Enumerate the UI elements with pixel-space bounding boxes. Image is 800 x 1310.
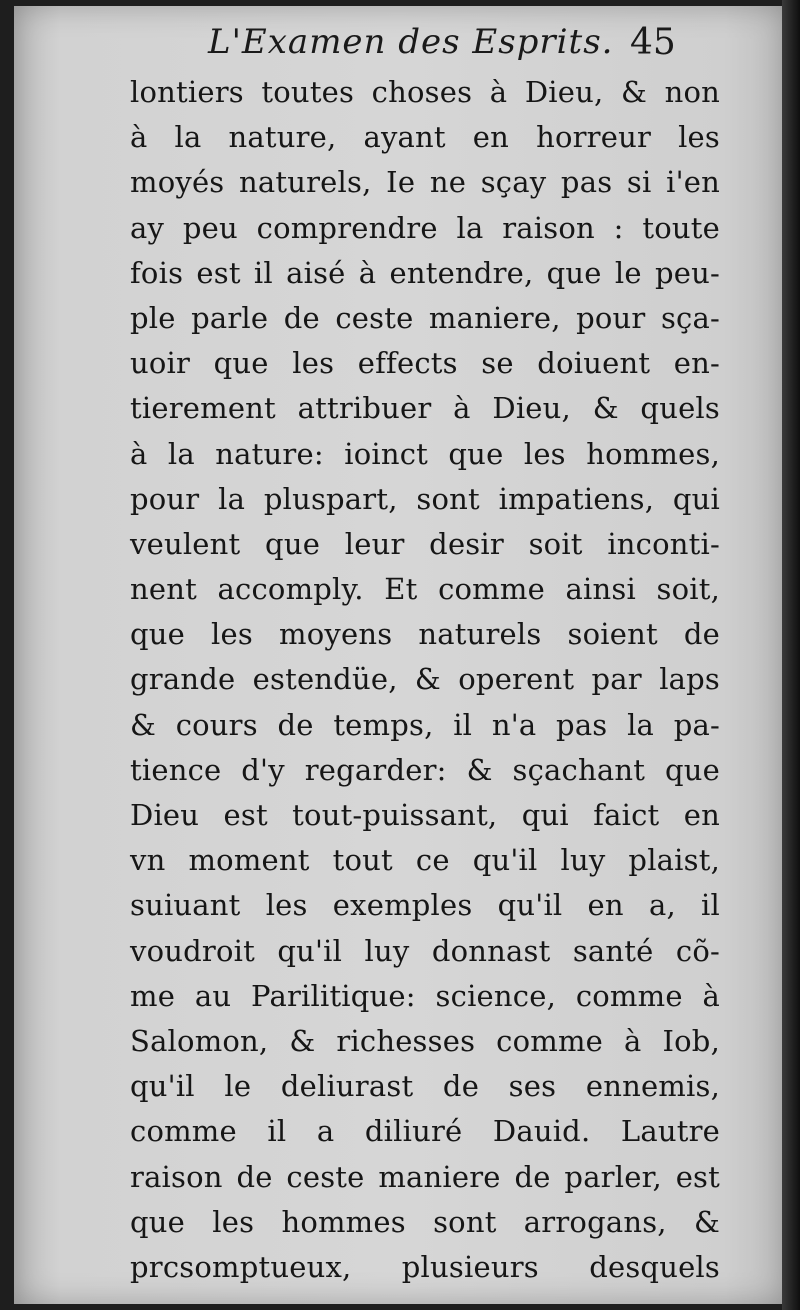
text-line: grande estendüe, & operent par laps xyxy=(130,662,720,697)
text-line: prcsomptueux, plusieurs desquels xyxy=(130,1249,720,1284)
text-line: & cours de temps, il n'a pas la pa- xyxy=(130,707,720,742)
body-text xyxy=(130,70,720,1290)
text-line: suiuant les exemples qu'il en a, il xyxy=(130,888,720,923)
text-line: à la nature, ayant en horreur les xyxy=(130,120,720,155)
text-line: Salomon, & richesses comme à Iob, xyxy=(130,1023,720,1058)
text-line: raison de ceste maniere de parler, est xyxy=(130,1159,720,1194)
page-edge-shadow xyxy=(782,0,800,1310)
text-line: que les hommes sont arrogans, & xyxy=(130,1204,720,1239)
page-header xyxy=(0,22,800,72)
text-line: qu'il le deliurast de ses ennemis, xyxy=(130,1069,720,1104)
text-line: tience d'y regarder: & sçachant que xyxy=(130,752,720,787)
text-line: uoir que les effects se doiuent en- xyxy=(130,346,720,381)
text-line: comme il a diliuré Dauid. Lautre xyxy=(130,1114,720,1149)
text-line: voudroit qu'il luy donnast santé cõ- xyxy=(130,933,720,968)
text-line: à la nature: ioinct que les hommes, xyxy=(130,436,720,471)
running-title: L'Examen des Esprits. xyxy=(208,22,614,62)
text-line: vn moment tout ce qu'il luy plaist, xyxy=(130,843,720,878)
text-line: veulent que leur desir soit inconti- xyxy=(130,526,720,561)
text-line: ple parle de ceste maniere, pour sça- xyxy=(130,300,720,335)
text-line: fois est il aisé à entendre, que le peu- xyxy=(130,255,720,290)
text-line: nent accomply. Et comme ainsi soit, xyxy=(130,572,720,607)
text-line: tierement attribuer à Dieu, & quels xyxy=(130,391,720,426)
page-number: 45 xyxy=(630,22,676,63)
text-line: ay peu comprendre la raison : toute xyxy=(130,210,720,245)
text-line: me au Parilitique: science, comme à xyxy=(130,978,720,1013)
text-line: moyés naturels, Ie ne sçay pas si i'en xyxy=(130,165,720,200)
text-line: lontiers toutes choses à Dieu, & non xyxy=(130,75,720,109)
text-line: que les moyens naturels soient de xyxy=(130,617,720,652)
text-line: Dieu est tout-puissant, qui faict en xyxy=(130,798,720,832)
text-line: pour la pluspart, sont impatiens, qui xyxy=(130,481,720,516)
